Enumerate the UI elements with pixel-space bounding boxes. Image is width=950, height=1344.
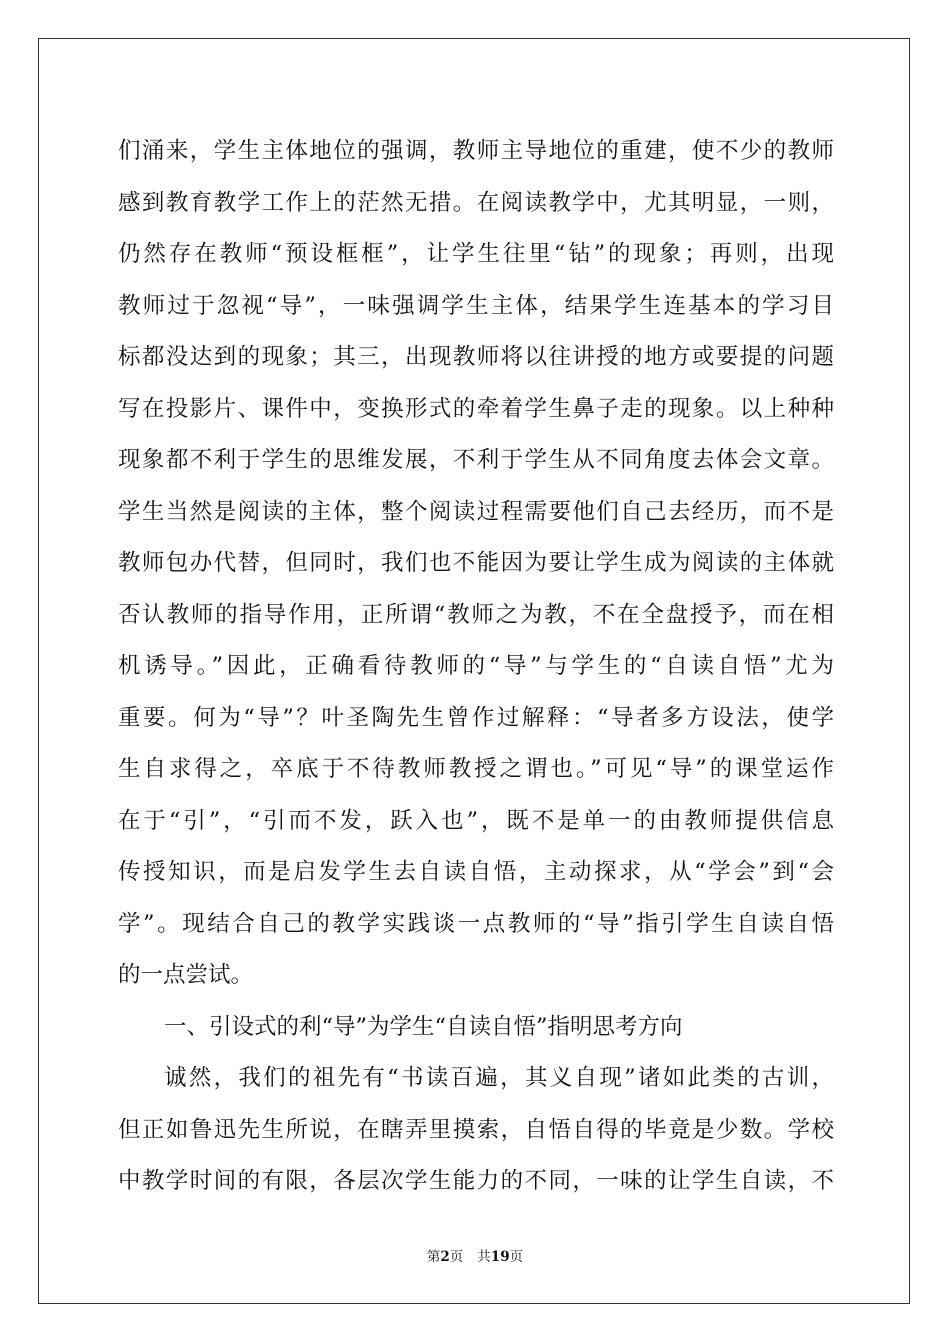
text-line: 感到教育教学工作上的茫然无措。在阅读教学中，尤其明显，一则， [118,189,834,216]
text-line: 写在投影片、课件中，变换形式的牵着学生鼻子走的现象。以上种种 [118,395,834,422]
total-suffix: 页 [509,1249,524,1265]
page-footer [0,1245,950,1265]
text-line: 但正如鲁迅先生所说，在瞎弄里摸索，自悟自得的毕竟是少数。学校 [118,1116,834,1143]
total-pages: 19 [490,1249,510,1265]
text-line: 仍然存在教师“预设框框”，让学生往里“钻”的现象；再则，出现 [118,241,834,267]
text-line: 们涌来，学生主体地位的强调，教师主导地位的重建，使不少的教师 [118,138,834,164]
text-line: 诚然，我们的祖先有“书读百遍，其义自现”诸如此类的古训， [164,1065,834,1091]
page-number: 2 [440,1249,450,1265]
page-prefix: 第 [426,1249,441,1265]
section-heading: 一、引设式的利“导”为学生“自读自悟”指明思考方向 [164,1013,683,1040]
text-line: 现象都不利于学生的思维发展，不利于学生从不同角度去体会文章。 [118,447,834,473]
text-line: 否认教师的指导作用，正所谓“教师之为教，不在全盘授予，而在相 [118,601,834,628]
page-suffix: 页 [449,1249,464,1265]
text-line: 的一点尝试。 [118,962,254,988]
text-line: 学”。现结合自己的教学实践谈一点教师的“导”指引学生自读自悟 [118,910,834,937]
text-line: 重要。何为“导”？叶圣陶先生曾作过解释：“导者多方设法，使学 [118,704,834,731]
text-line: 教师包办代替，但同时，我们也不能因为要让学生成为阅读的主体就 [118,550,834,576]
text-line: 中教学时间的有限，各层次学生能力的不同，一味的让学生自读，不 [118,1168,834,1194]
text-line: 标都没达到的现象；其三，出现教师将以往讲授的地方或要提的问题 [118,344,834,370]
document-body [118,126,834,1208]
total-prefix: 共 [477,1249,491,1265]
text-line: 传授知识，而是启发学生去自读自悟，主动探求，从“学会”到“会 [118,859,834,885]
text-line: 生自求得之，卒底于不待教师教授之谓也。”可见“导”的课堂运作 [118,756,834,782]
text-line: 在于“引”，“引而不发，跃入也”，既不是单一的由教师提供信息 [118,807,834,834]
text-line: 学生当然是阅读的主体，整个阅读过程需要他们自己去经历，而不是 [118,498,834,525]
text-line: 机诱导。”因此，正确看待教师的“导”与学生的“自读自悟”尤为 [118,653,834,679]
text-line: 教师过于忽视“导”，一味强调学生主体，结果学生连基本的学习目 [118,292,834,319]
